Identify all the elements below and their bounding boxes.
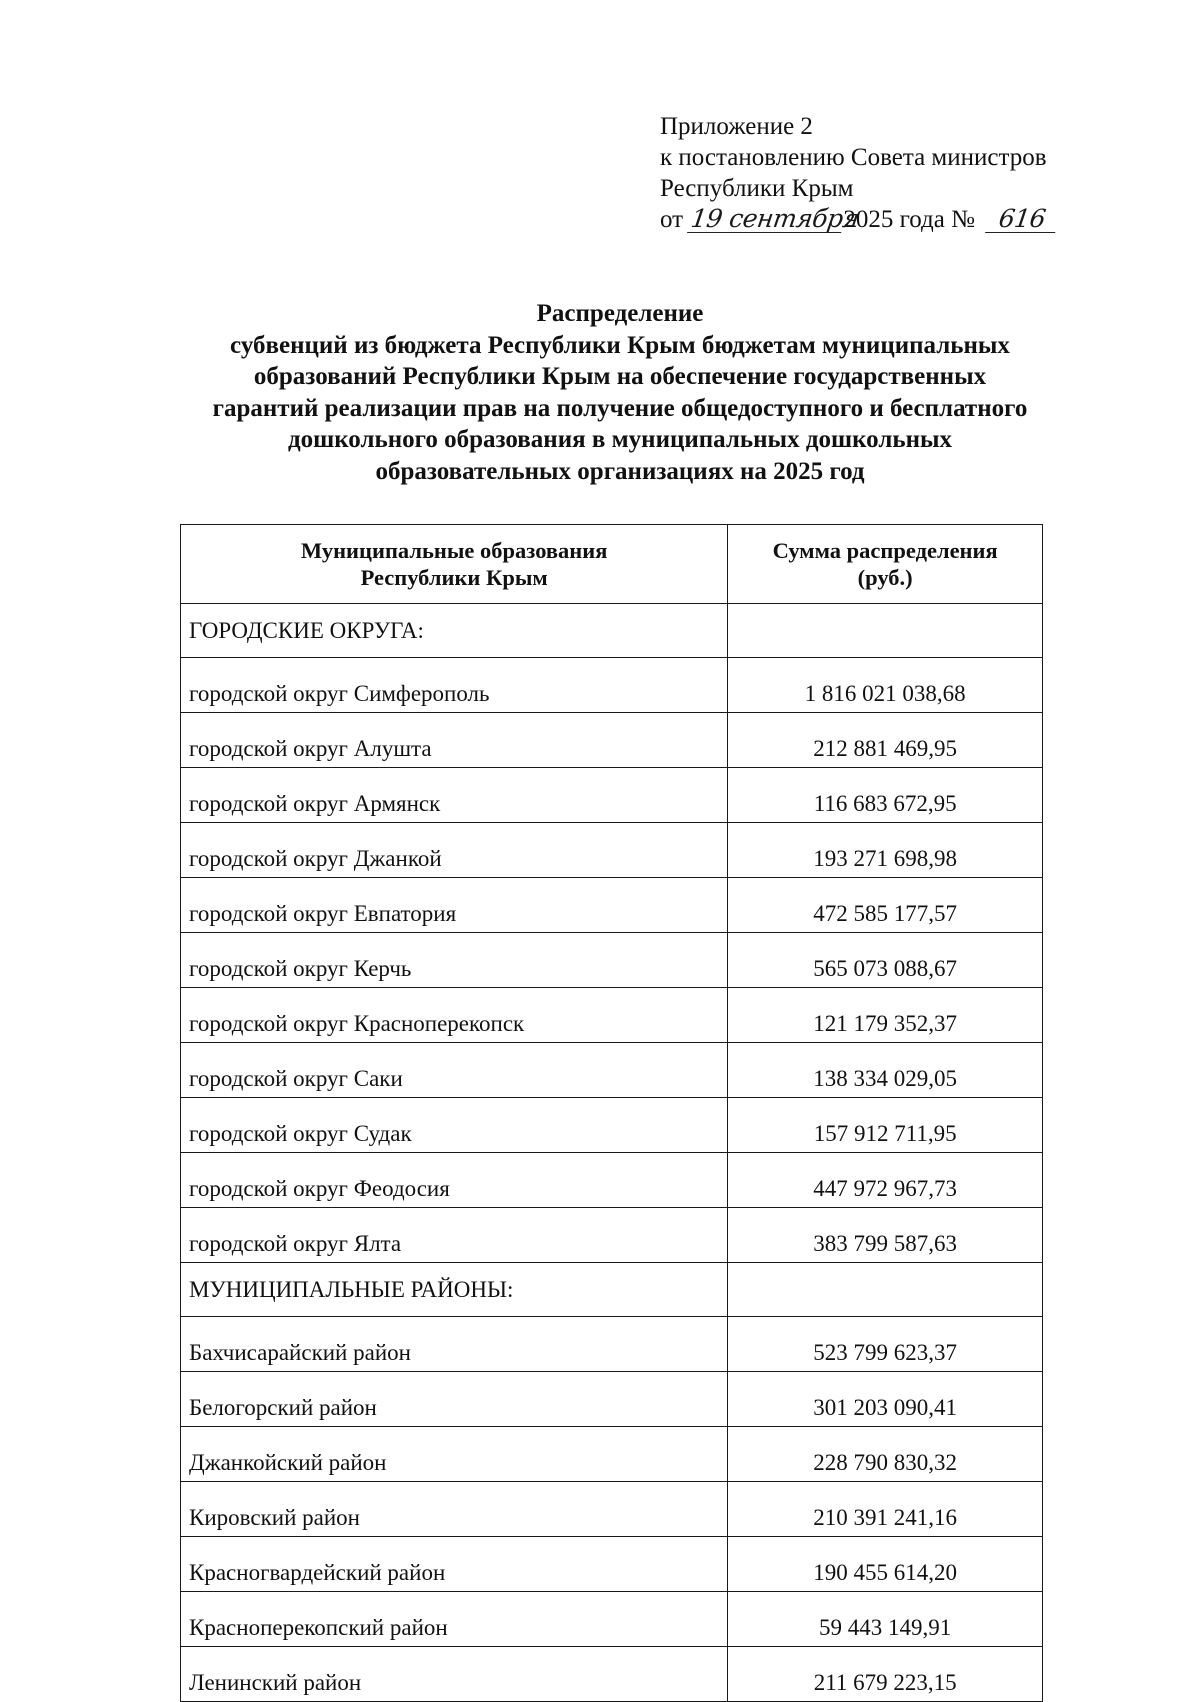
row-name: Красногвардейский район	[181, 1537, 728, 1592]
row-amount: 301 203 090,41	[728, 1372, 1043, 1427]
handwritten-date: 19 сентября	[689, 204, 862, 233]
table-row	[181, 658, 1043, 713]
row-name: городской округ Евпатория	[181, 878, 728, 933]
appendix-date-line	[660, 204, 1120, 235]
row-amount: 228 790 830,32	[728, 1427, 1043, 1482]
table-row	[181, 1482, 1043, 1537]
table-row	[181, 713, 1043, 768]
row-name: городской округ Симферополь	[181, 658, 728, 713]
row-amount: 190 455 614,20	[728, 1537, 1043, 1592]
table-header-row	[181, 525, 1043, 604]
row-amount: 383 799 587,63	[728, 1208, 1043, 1263]
row-name: Бахчисарайский район	[181, 1317, 728, 1372]
row-name: Красноперекопский район	[181, 1592, 728, 1647]
row-name: городской округ Алушта	[181, 713, 728, 768]
row-amount: 59 443 149,91	[728, 1592, 1043, 1647]
row-amount: 212 881 469,95	[728, 713, 1043, 768]
table-row	[181, 1153, 1043, 1208]
title-line-1: Распределение	[536, 300, 704, 327]
row-amount: 1 816 021 038,68	[728, 658, 1043, 713]
table-row	[181, 1372, 1043, 1427]
appendix-line-3: Республики Крым	[660, 175, 854, 202]
row-name: городской округ Феодосия	[181, 1153, 728, 1208]
row-name: городской округ Саки	[181, 1043, 728, 1098]
row-name: Ленинский район	[181, 1647, 728, 1702]
table-row	[181, 988, 1043, 1043]
appendix-line-2: к постановлению Совета министров	[660, 144, 1047, 171]
title-line-3: образований Республики Крым на обеспечение государственных	[253, 363, 987, 390]
row-name: городской округ Джанкой	[181, 823, 728, 878]
row-name: городской округ Красноперекопск	[181, 988, 728, 1043]
row-name: городской округ Судак	[181, 1098, 728, 1153]
row-amount: 116 683 672,95	[728, 768, 1043, 823]
section-row-city-districts	[181, 604, 1043, 658]
row-name: городской округ Ялта	[181, 1208, 728, 1263]
title-line-4: гарантий реализации прав на получение общедоступного и бесплатного	[212, 394, 1028, 422]
handwritten-number: 616	[985, 206, 1059, 233]
table-row	[181, 1098, 1043, 1153]
title-line-2: субвенций из бюджета Республики Крым бюджетам муниципальных	[230, 331, 1010, 359]
row-amount: 523 799 623,37	[728, 1317, 1043, 1372]
row-amount: 193 271 698,98	[728, 823, 1043, 878]
row-amount: 121 179 352,37	[728, 988, 1043, 1043]
row-amount: 565 073 088,67	[728, 933, 1043, 988]
appendix-header	[660, 111, 1120, 235]
distribution-table	[180, 524, 1043, 1702]
section-label: ГОРОДСКИЕ ОКРУГА:	[181, 604, 728, 658]
row-name: городской округ Армянск	[181, 768, 728, 823]
section-label: МУНИЦИПАЛЬНЫЕ РАЙОНЫ:	[181, 1263, 728, 1317]
row-name: Джанкойский район	[181, 1427, 728, 1482]
title-line-5: дошкольного образования в муниципальных дошкольных	[287, 426, 952, 453]
section-row-municipal-districts	[181, 1263, 1043, 1317]
row-amount: 210 391 241,16	[728, 1482, 1043, 1537]
header-col1-line1: Муниципальные образования	[300, 538, 608, 563]
document-title	[160, 298, 1080, 487]
row-name: Белогорский район	[181, 1372, 728, 1427]
table-row	[181, 1427, 1043, 1482]
row-name: городской округ Керчь	[181, 933, 728, 988]
row-amount: 472 585 177,57	[728, 878, 1043, 933]
row-name: Кировский район	[181, 1482, 728, 1537]
table-row	[181, 1043, 1043, 1098]
row-amount: 447 972 967,73	[728, 1153, 1043, 1208]
table-row	[181, 1317, 1043, 1372]
date-suffix: 2025 года №	[843, 206, 975, 233]
header-municipalities	[181, 525, 728, 604]
header-amount	[728, 525, 1043, 604]
header-col2-line1: Сумма распределения	[772, 538, 998, 563]
row-amount: 138 334 029,05	[728, 1043, 1043, 1098]
table-row	[181, 768, 1043, 823]
table-row	[181, 1208, 1043, 1263]
table-row	[181, 933, 1043, 988]
header-col1-line2: Республики Крым	[360, 565, 548, 590]
table-row	[181, 1592, 1043, 1647]
table-row	[181, 1537, 1043, 1592]
header-col2-line2: (руб.)	[857, 565, 913, 590]
table-row	[181, 823, 1043, 878]
row-amount: 211 679 223,15	[728, 1647, 1043, 1702]
table-row	[181, 1647, 1043, 1702]
title-line-6: образовательных организациях на 2025 год	[375, 457, 865, 485]
section-empty-cell	[728, 604, 1043, 658]
table-row	[181, 878, 1043, 933]
row-amount: 157 912 711,95	[728, 1098, 1043, 1153]
section-empty-cell	[728, 1263, 1043, 1317]
date-prefix: от	[660, 206, 684, 233]
appendix-line-1: Приложение 2	[660, 113, 813, 140]
